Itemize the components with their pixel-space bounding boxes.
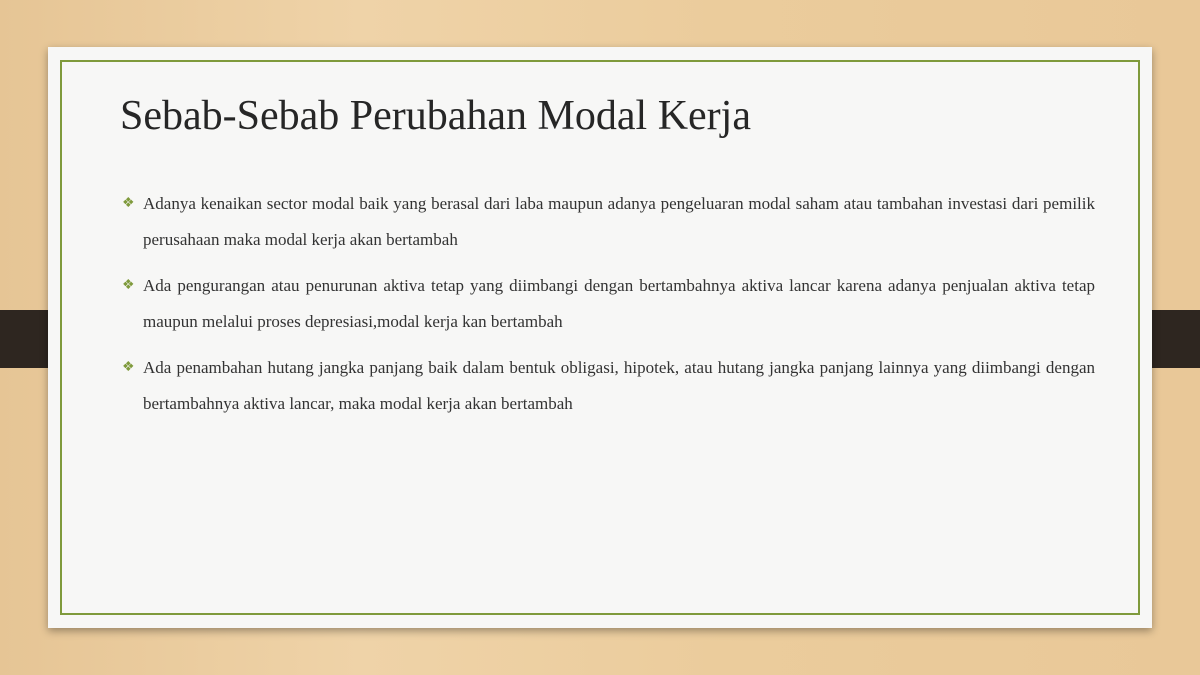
slide-title: Sebab-Sebab Perubahan Modal Kerja xyxy=(120,93,751,139)
bullet-text: Ada penambahan hutang jangka panjang baik dalam bentuk obligasi, hipotek, atau hutang jangka panjang lainnya yang diimbangi dengan bertambahnya aktiva lancar, maka modal kerja akan bertambah xyxy=(143,358,1095,413)
slide xyxy=(48,47,1152,628)
list-item xyxy=(122,268,1095,340)
diamond-bullet-icon: ❖ xyxy=(122,360,135,375)
diamond-bullet-icon: ❖ xyxy=(122,278,135,293)
slide-frame xyxy=(60,60,1140,615)
bullet-list xyxy=(122,186,1095,432)
list-item xyxy=(122,186,1095,258)
bullet-text: Adanya kenaikan sector modal baik yang berasal dari laba maupun adanya pengeluaran modal saham atau tambahan investasi dari pemilik perusahaan maka modal kerja akan bertambah xyxy=(143,194,1095,249)
bullet-text: Ada pengurangan atau penurunan aktiva tetap yang diimbangi dengan bertambahnya aktiva lancar karena adanya penjualan aktiva tetap maupun melalui proses depresiasi,modal kerja kan bertambah xyxy=(143,276,1095,331)
diamond-bullet-icon: ❖ xyxy=(122,196,135,211)
list-item xyxy=(122,350,1095,422)
